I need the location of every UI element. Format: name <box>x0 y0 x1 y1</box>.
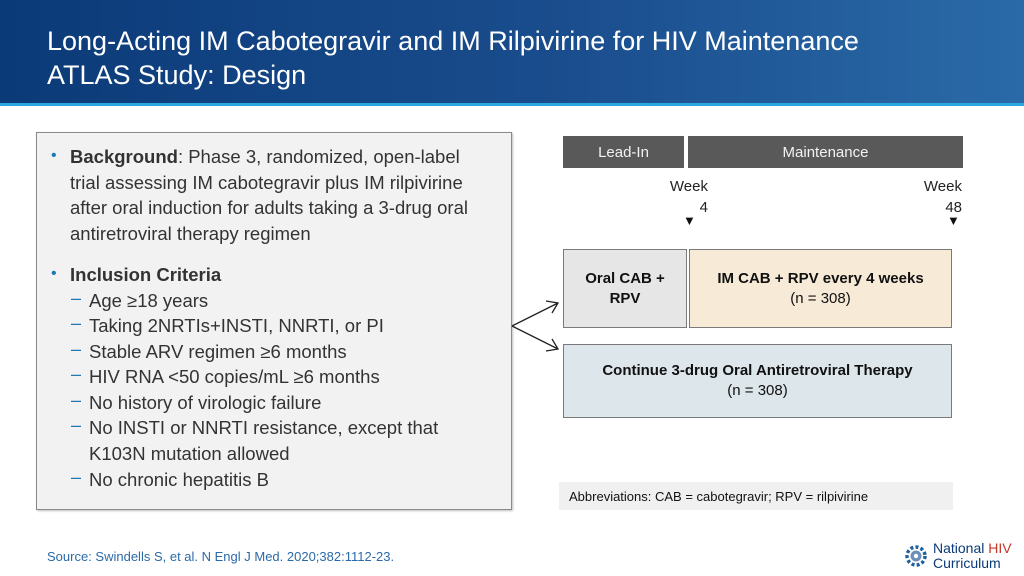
logo-text <box>933 541 1012 571</box>
background-text-2: trial assessing IM cabotegravir plus IM rilpivirine <box>70 171 463 193</box>
criterion-item: No INSTI or NNRTI resistance, except that <box>89 417 439 438</box>
continue-arm-n: (n = 308) <box>727 382 788 399</box>
criterion-item: Taking 2NRTIs+INSTI, NNRTI, or PI <box>89 315 384 336</box>
logo-hiv: HIV <box>988 540 1012 556</box>
inclusion-label-text: Inclusion Criteria <box>70 264 222 285</box>
dash-icon: – <box>71 313 82 333</box>
study-details-panel <box>36 132 512 510</box>
title-line-1: Long-Acting IM Cabotegravir and IM Rilpivirine for HIV Maintenance <box>47 26 859 56</box>
continue-arm-title: Continue 3-drug Oral Antiretroviral Therapy <box>602 362 913 379</box>
dash-icon: – <box>71 415 82 435</box>
bullet-icon: • <box>51 147 57 164</box>
bullet-icon: • <box>51 265 57 282</box>
dash-icon: – <box>71 364 82 384</box>
criterion-item-continued: K103N mutation allowed <box>89 443 290 464</box>
dash-icon: – <box>71 390 82 410</box>
background-label: Background <box>70 146 178 167</box>
down-arrow-icon: ▼ <box>683 213 696 228</box>
oral-line-2: RPV <box>609 289 641 307</box>
week-label: Week <box>669 178 708 195</box>
dash-icon: – <box>71 467 82 487</box>
im-maintenance-box <box>689 249 952 328</box>
abbreviations-note: Abbreviations: CAB = cabotegravir; RPV = rilpivirine <box>559 482 953 510</box>
background-text-3: after oral induction for adults taking a 3-drug oral <box>70 197 468 218</box>
continue-oral-box <box>563 344 952 418</box>
week-number: 4 <box>699 199 708 216</box>
background-text-1: : Phase 3, randomized, open-label <box>177 146 460 167</box>
criterion-item: No chronic hepatitis B <box>89 469 269 490</box>
maintenance-phase-bar: Maintenance <box>688 136 963 168</box>
dash-icon: – <box>71 288 82 308</box>
dash-icon: – <box>71 339 82 359</box>
slide-title <box>47 24 859 92</box>
week-number: 48 <box>945 199 962 216</box>
background-text-4: antiretroviral therapy regimen <box>70 222 311 244</box>
criterion-item: Stable ARV regimen ≥6 months <box>89 341 347 362</box>
down-arrow-icon: ▼ <box>947 213 960 228</box>
criterion-item: Age ≥18 years <box>89 290 209 311</box>
background-bullet <box>70 144 468 246</box>
week-4-marker <box>652 176 708 218</box>
logo-curriculum: Curriculum <box>933 555 1001 571</box>
title-line-2: ATLAS Study: Design <box>47 60 307 90</box>
source-citation: Source: Swindells S, et al. N Engl J Med. 2020;382:1112-23. <box>47 549 395 564</box>
national-hiv-curriculum-logo <box>903 541 1019 573</box>
im-arm-title: IM CAB + RPV every 4 weeks <box>717 269 924 287</box>
criterion-item: No history of virologic failure <box>89 392 322 413</box>
week-label: Week <box>923 178 962 195</box>
title-banner <box>0 0 1024 103</box>
lead-in-phase-bar: Lead-In <box>563 136 684 168</box>
oral-lead-in-box <box>563 249 687 328</box>
im-arm-n: (n = 308) <box>790 289 851 307</box>
criterion-item: HIV RNA <50 copies/mL ≥6 months <box>89 366 380 387</box>
oral-line-1: Oral CAB + <box>585 269 665 287</box>
inclusion-criteria-label <box>70 262 221 288</box>
logo-national: National <box>933 540 989 556</box>
randomization-arrows-icon <box>508 296 564 356</box>
gear-icon <box>903 543 929 569</box>
week-48-marker <box>906 176 962 218</box>
title-underline <box>0 103 1024 106</box>
